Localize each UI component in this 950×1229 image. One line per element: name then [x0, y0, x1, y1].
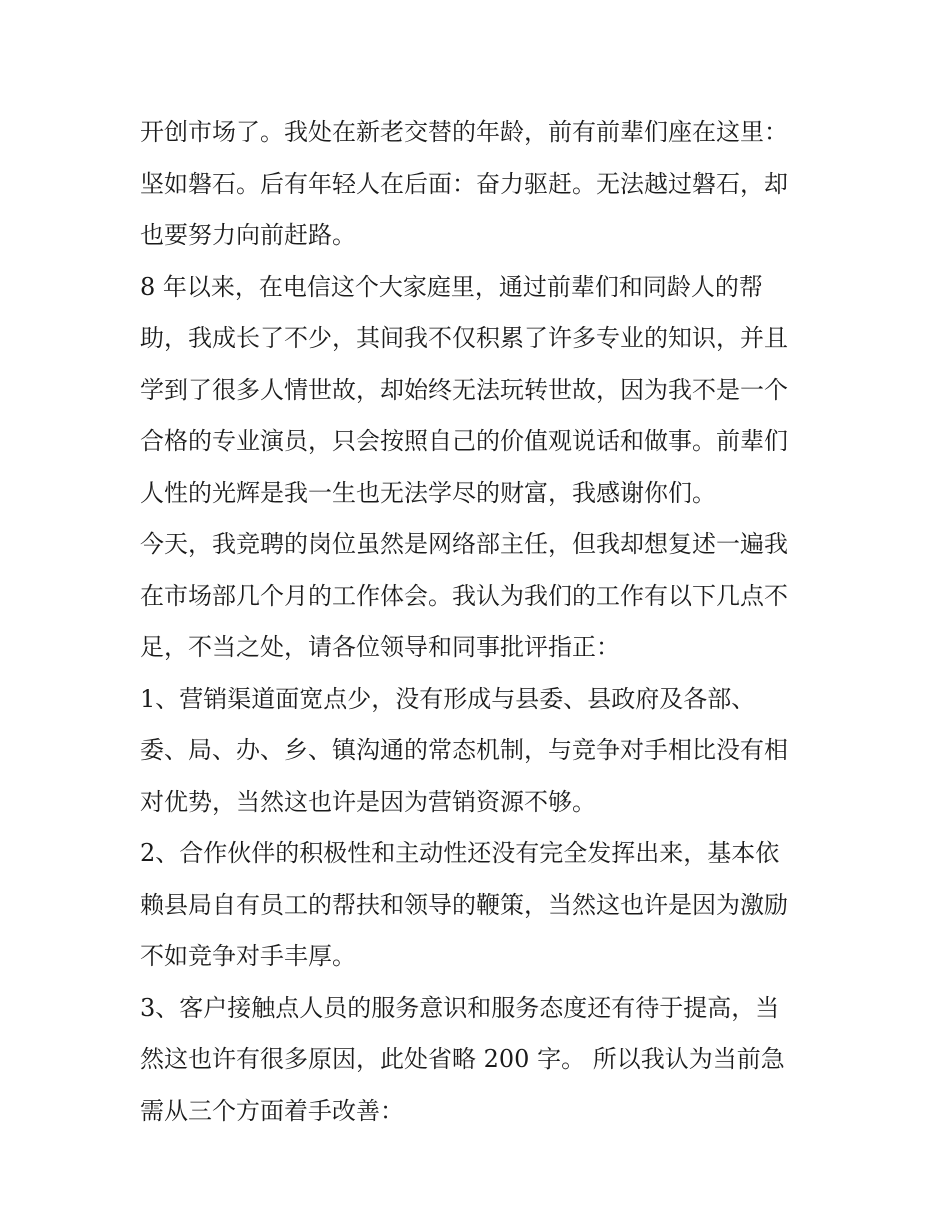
- text-line: 8 年以来，在电信这个大家庭里，通过前辈们和同龄人的帮: [140, 272, 763, 301]
- text-line: 1、营销渠道面宽点少，没有形成与县委、县政府及各部、: [140, 684, 756, 713]
- text-line: 然这也许有很多原因，此处省略 200 字。 所以我认为当前急: [140, 1045, 785, 1073]
- text-line: 在市场部几个月的工作体会。我认为我们的工作有以下几点不: [140, 581, 788, 610]
- text-line: 不如竞争对手丰厚。: [140, 942, 356, 970]
- text-line: 人性的光辉是我一生也无法学尽的财富，我感谢你们。: [140, 478, 716, 507]
- text-line: 开创市场了。我处在新老交替的年龄，前有前辈们座在这里：: [140, 118, 788, 146]
- text-line: 学到了很多人情世故，却始终无法玩转世故，因为我不是一个: [140, 375, 788, 404]
- text-line: 今天，我竞聘的岗位虽然是网络部主任，但我却想复述一遍我: [140, 530, 788, 558]
- text-line: 2、合作伙伴的积极性和主动性还没有完全发挥出来，基本依: [140, 839, 780, 867]
- text-line: 也要努力向前赶路。: [140, 221, 356, 249]
- document-body: [140, 107, 812, 1137]
- text-line: 足，不当之处，请各位领导和同事批评指正：: [140, 633, 620, 661]
- text-line: 需从三个方面着手改善：: [140, 1096, 404, 1125]
- text-line: 坚如磐石。后有年轻人在后面：奋力驱赶。无法越过磐石，却: [140, 169, 788, 198]
- text-line: 委、局、办、乡、镇沟通的常态机制，与竞争对手相比没有相: [140, 736, 788, 764]
- text-line: 对优势，当然这也许是因为营销资源不够。: [140, 787, 596, 816]
- text-line: 赖县局自有员工的帮扶和领导的鞭策，当然这也许是因为激励: [140, 890, 788, 919]
- text-line: 3、客户接触点人员的服务意识和服务态度还有待于提高，当: [140, 993, 780, 1022]
- text-line: 合格的专业演员，只会按照自己的价值观说话和做事。前辈们: [140, 427, 788, 455]
- text-line: 助，我成长了不少，其间我不仅积累了许多专业的知识，并且: [140, 324, 788, 352]
